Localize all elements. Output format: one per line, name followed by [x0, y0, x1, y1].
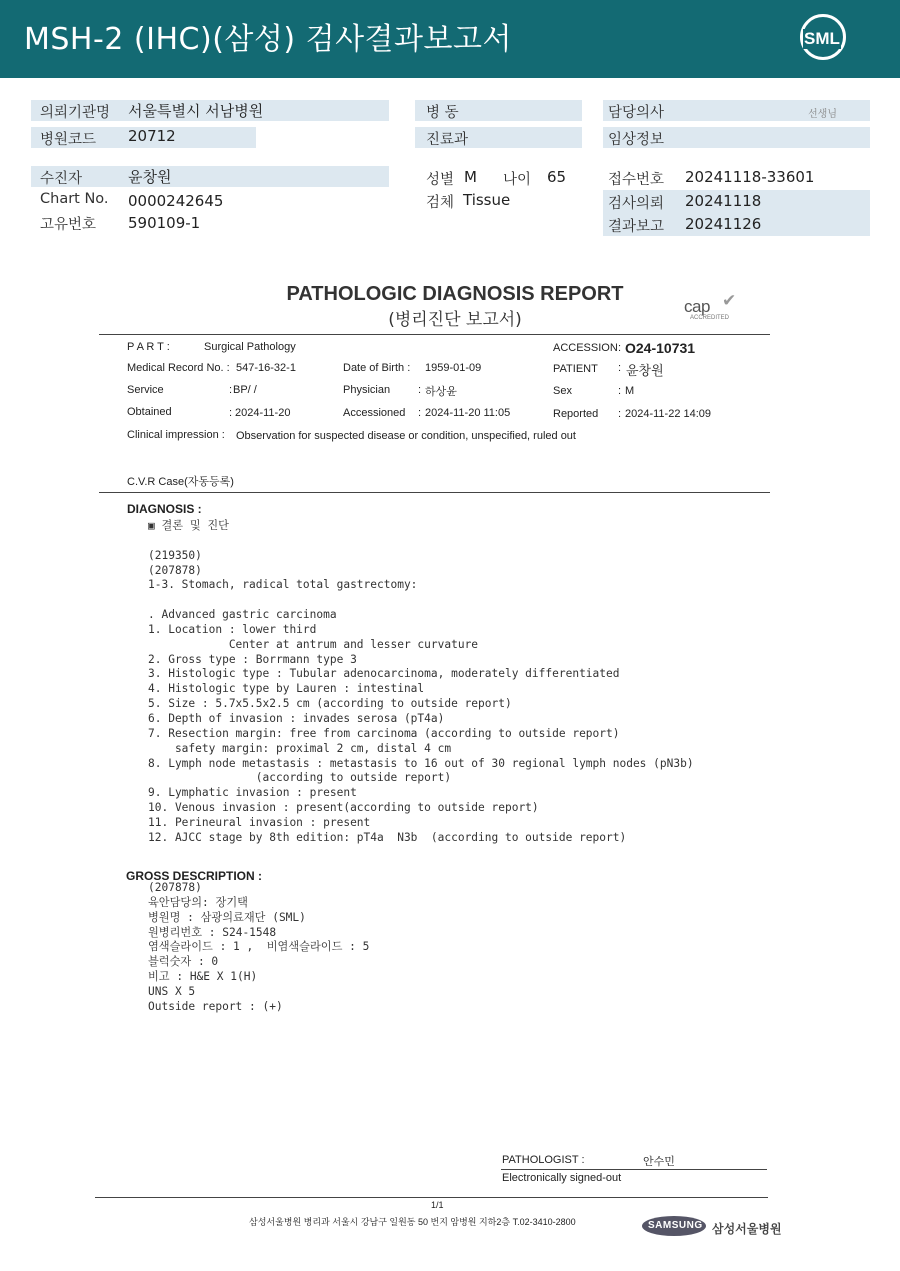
clinical-label: 임상정보	[608, 132, 665, 148]
accession-label: ACCESSION	[553, 342, 618, 354]
mrn-label: Medical Record No. :	[127, 362, 230, 374]
accessioned-value: 2024-11-20 11:05	[425, 407, 511, 419]
pathologist-label: PATHOLOGIST :	[502, 1154, 585, 1166]
diagnosis-text: ▣ 결론 및 진단 (219350) (207878) 1-3. Stomach, radical total gastrectomy: . Advanced gastric carcinoma 1. Location : lower third Center at antrum and lesser curvature 2. Gross type : Borrmann type 3 3. Histologic type : Tubular adenocarcinoma, moderately differentiated 4. Histologic type by Lauren : intestinal 5. Size : 5.7x5.5x2.5 cm (according to outside report) 6. Depth of invasion : invades serosa (pT4a) 7. Resection margin: free from carcinoma (according to outside report) safety margin: proximal 2 cm, distal 4 cm 8. Lymph node metastasis : metastasis to 16 out of 30 regional lymph nodes (pN3b) (according to outside report) 9. Lymphatic invasion : present 10. Venous invasion : present(according to outside report) 11. Perineural invasion : present 12. AJCC stage by 8th edition: pT4a N3b (according to outside report)	[148, 519, 694, 844]
sex-value-r: M	[625, 385, 635, 397]
service-label: Service	[127, 384, 164, 396]
sex-label-r: Sex	[553, 385, 572, 397]
request-value: 20241118	[685, 192, 762, 210]
specimen-value: Tissue	[463, 191, 511, 209]
physician-value: 하상윤	[425, 386, 457, 398]
report-subtitle: (병리진단 보고서)	[388, 310, 522, 330]
colon: :	[229, 407, 233, 419]
colon: :	[418, 384, 422, 396]
physician-label: Physician	[343, 384, 391, 396]
report-title: PATHOLOGIC DIAGNOSIS REPORT	[286, 283, 624, 305]
dob-value: 1959-01-09	[425, 362, 482, 374]
header-bar	[0, 0, 900, 78]
dob-label: Date of Birth :	[343, 362, 411, 374]
colon: :	[418, 407, 422, 419]
clinical-impression-label: Clinical impression :	[127, 429, 225, 441]
receipt-label: 접수번호	[608, 172, 665, 188]
clinical-impression-value: Observation for suspected disease or condition, unspecified, ruled out	[236, 430, 576, 442]
service-value: BP/ /	[233, 384, 257, 396]
dept-label: 진료과	[426, 132, 469, 148]
doctor-suffix: 선생님	[808, 109, 837, 120]
result-label: 결과보고	[608, 219, 665, 235]
divider	[99, 492, 770, 493]
patient-label-r: PATIENT	[553, 363, 598, 375]
age-value: 65	[547, 168, 567, 186]
samsung-text: SAMSUNG	[648, 1220, 703, 1231]
colon: :	[618, 408, 622, 420]
accession-value: O24-10731	[625, 340, 696, 356]
patient-value: 윤창원	[128, 168, 172, 186]
divider	[501, 1169, 767, 1170]
page-number: 1/1	[431, 1200, 444, 1210]
unique-value: 590109-1	[128, 214, 201, 232]
page-title: MSH-2 (IHC)(삼성) 검사결과보고서	[24, 22, 512, 57]
institution-value: 서울특별시 서남병원	[128, 102, 264, 120]
gross-text: (207878) 육안담당의: 장기택 병원명 : 삼광의료재단 (SML) 원병리번호 : S24-1548 염색슬라이드 : 1 , 비염색슬라이드 : 5 블럭숫자 : 0 비고 : H&E X 1(H) UNS X 5 Outside report : (+)	[148, 881, 370, 1013]
colon: :	[229, 384, 233, 396]
footer-address: 삼성서울병원 병리과 서울시 강남구 일원동 50 번지 암병원 지하2층 T.02-3410-2800	[249, 1217, 576, 1227]
obtained-value: 2024-11-20	[235, 407, 291, 419]
specimen-label: 검체	[426, 195, 455, 211]
hospital-code-value: 20712	[128, 127, 176, 145]
sex-label: 성별	[426, 172, 455, 188]
divider	[99, 334, 770, 335]
institution-label: 의뢰기관명	[40, 105, 111, 121]
sml-logo	[800, 14, 852, 66]
cvr-case: C.V.R Case(자동등록)	[127, 476, 234, 488]
colon: :	[618, 362, 622, 374]
colon: :	[618, 342, 622, 354]
reported-value: 2024-11-22 14:09	[625, 408, 712, 420]
hospital-name: 삼성서울병원	[712, 1222, 782, 1236]
accessioned-label: Accessioned	[343, 407, 406, 419]
part-label: P A R T :	[127, 341, 170, 353]
sex-value: M	[464, 168, 477, 186]
hospital-code-label: 병원코드	[40, 132, 97, 148]
cap-sub: ACCREDITED	[690, 315, 730, 321]
colon: :	[618, 385, 622, 397]
receipt-value: 20241118-33601	[685, 168, 815, 186]
part-value: Surgical Pathology	[204, 341, 296, 353]
doctor-label: 담당의사	[608, 105, 665, 121]
pathologist-value: 안수민	[643, 1156, 675, 1168]
patient-bar	[31, 166, 389, 187]
reported-label: Reported	[553, 408, 599, 420]
patient-label: 수진자	[40, 171, 83, 187]
signed-out: Electronically signed-out	[502, 1172, 622, 1184]
patient-value-r: 윤창원	[626, 363, 664, 378]
check-icon: ✔	[722, 291, 737, 311]
request-label: 검사의뢰	[608, 196, 665, 212]
age-label: 나이	[503, 172, 532, 188]
result-value: 20241126	[685, 215, 762, 233]
gross-title: GROSS DESCRIPTION :	[126, 869, 263, 883]
mrn-value: 547-16-32-1	[236, 362, 296, 374]
unique-label: 고유번호	[40, 217, 97, 233]
chart-label: Chart No.	[40, 191, 109, 207]
obtained-label: Obtained	[127, 406, 172, 418]
diagnosis-title: DIAGNOSIS :	[127, 502, 202, 516]
cap-logo	[684, 291, 746, 324]
ward-label: 병 동	[426, 105, 459, 121]
cap-text: cap	[684, 297, 710, 316]
footer-divider	[95, 1197, 768, 1198]
chart-value: 0000242645	[128, 192, 224, 210]
logo-text: SML	[804, 29, 840, 48]
